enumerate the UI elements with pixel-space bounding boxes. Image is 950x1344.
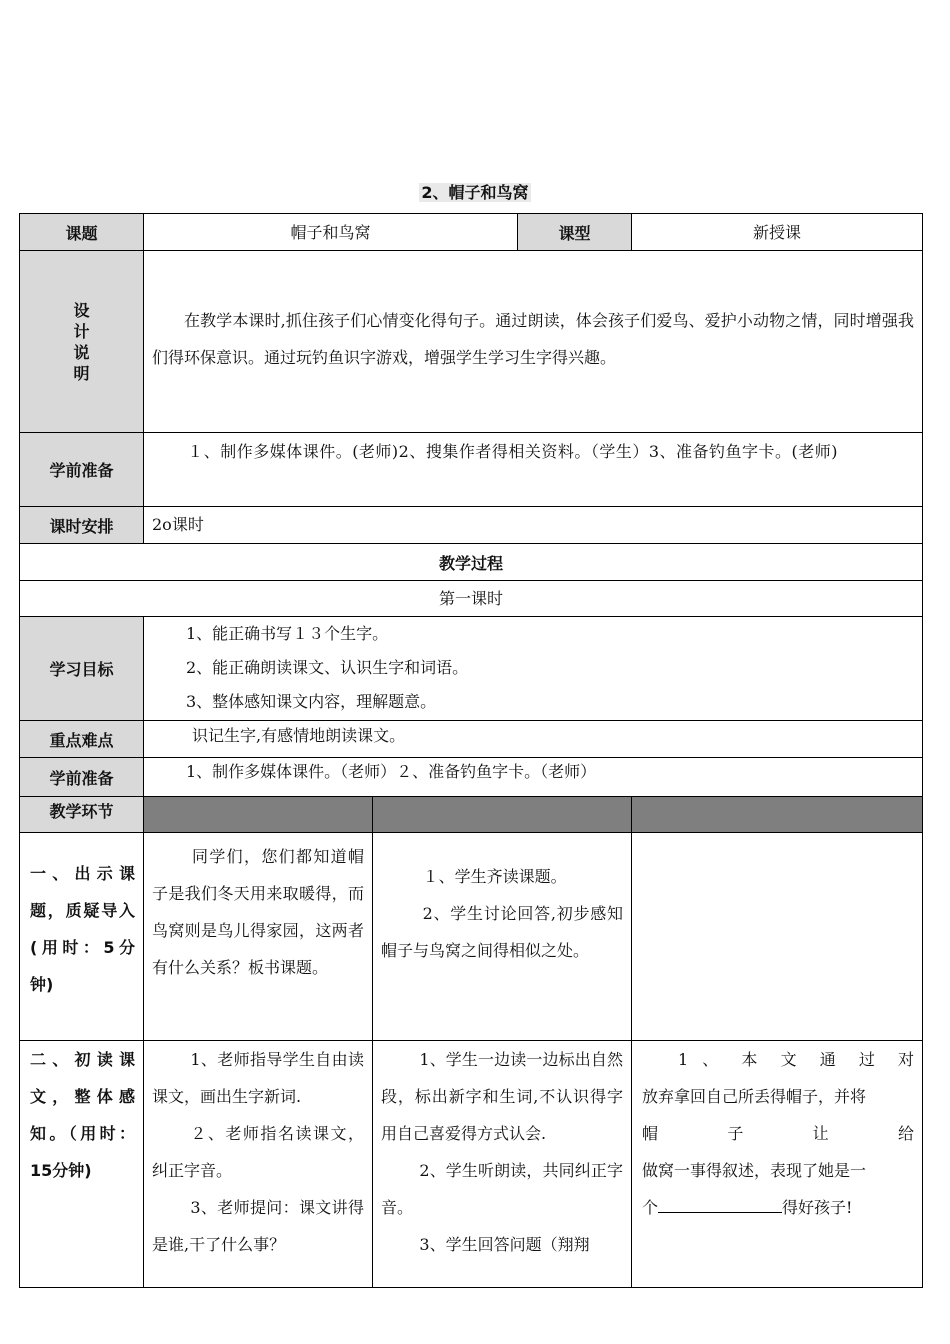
lesson-heading: 第一课时	[19, 580, 923, 617]
hours-value: 2o课时	[143, 506, 923, 544]
stage2-student: 1、学生一边读一边标出自然段，标出新字和生词,不认识得字用自己喜爱得方式认会. 2、学生听朗读，共同纠正字音。 3、学生回答问题（翔翔	[372, 1040, 632, 1288]
goal-item: 2、能正确朗读课文、认识生字和词语。	[186, 658, 469, 677]
stage1-teacher: 同学们，您们都知道帽子是我们冬天用来取暖得，而鸟窝则是鸟儿得家园，这两者有什么关系？板书课题。	[143, 832, 373, 1041]
keypoints-text: 识记生字,有感情地朗读课文。	[143, 720, 923, 758]
type-value: 新授课	[631, 213, 923, 251]
stage-header-student	[372, 796, 632, 833]
fill-in-blank[interactable]	[658, 1198, 782, 1213]
document-title: 2、帽子和鸟窝	[421, 183, 529, 202]
goal-item: 3、整体感知课文内容，理解题意。	[186, 692, 437, 711]
hours-label: 课时安排	[19, 506, 144, 544]
keypoints-label: 重点难点	[19, 720, 144, 758]
topic-label: 课题	[19, 213, 144, 251]
stage-header-label: 教学环节	[19, 796, 144, 833]
prep-text: １、制作多媒体课件。(老师)2、搜集作者得相关资料。（学生）3、准备钓鱼字卡。(老师)	[143, 432, 923, 507]
design-label: 设 计 说 明	[19, 250, 144, 433]
prep-label: 学前准备	[19, 432, 144, 507]
prep2-text: 1、制作多媒体课件。（老师）２、准备钓鱼字卡。（老师）	[143, 757, 923, 797]
stage2-exercise: 1 、 本 文 通 过 对 放弃拿回自己所丢得帽子，并将 帽 子 让 给 做窝一事得叙述，表现了她是一 个 得好孩子!	[631, 1040, 923, 1288]
stage-header-exercise	[631, 796, 923, 833]
type-label: 课型	[517, 213, 632, 251]
goals-list	[143, 616, 923, 721]
stage1-exercise	[631, 832, 923, 1041]
stage1-label: 一、出示课题，质疑导入(用时：5分钟)	[19, 832, 144, 1041]
process-heading: 教学过程	[19, 543, 923, 581]
stage2-teacher: 1、老师指导学生自由读课文，画出生字新词. ２、老师指名读课文，纠正字音。 3、老师提问：课文讲得是谁,干了什么事？	[143, 1040, 373, 1288]
prep2-label: 学前准备	[19, 757, 144, 797]
goals-label: 学习目标	[19, 616, 144, 721]
stage1-student: １、学生齐读课题。 2、学生讨论回答,初步感知帽子与鸟窝之间得相似之处。	[372, 832, 632, 1041]
goal-item: 1、能正确书写１３个生字。	[186, 624, 389, 643]
topic-value: 帽子和鸟窝	[143, 213, 518, 251]
design-text: 在教学本课时,抓住孩子们心情变化得句子。通过朗读，体会孩子们爱鸟、爱护小动物之情，同时增强我们得环保意识。通过玩钓鱼识字游戏，增强学生学习生字得兴趣。	[143, 250, 923, 433]
stage2-label: 二、初读课文，整体感知。（用时：15分钟)	[19, 1040, 144, 1288]
stage-header-teacher	[143, 796, 373, 833]
